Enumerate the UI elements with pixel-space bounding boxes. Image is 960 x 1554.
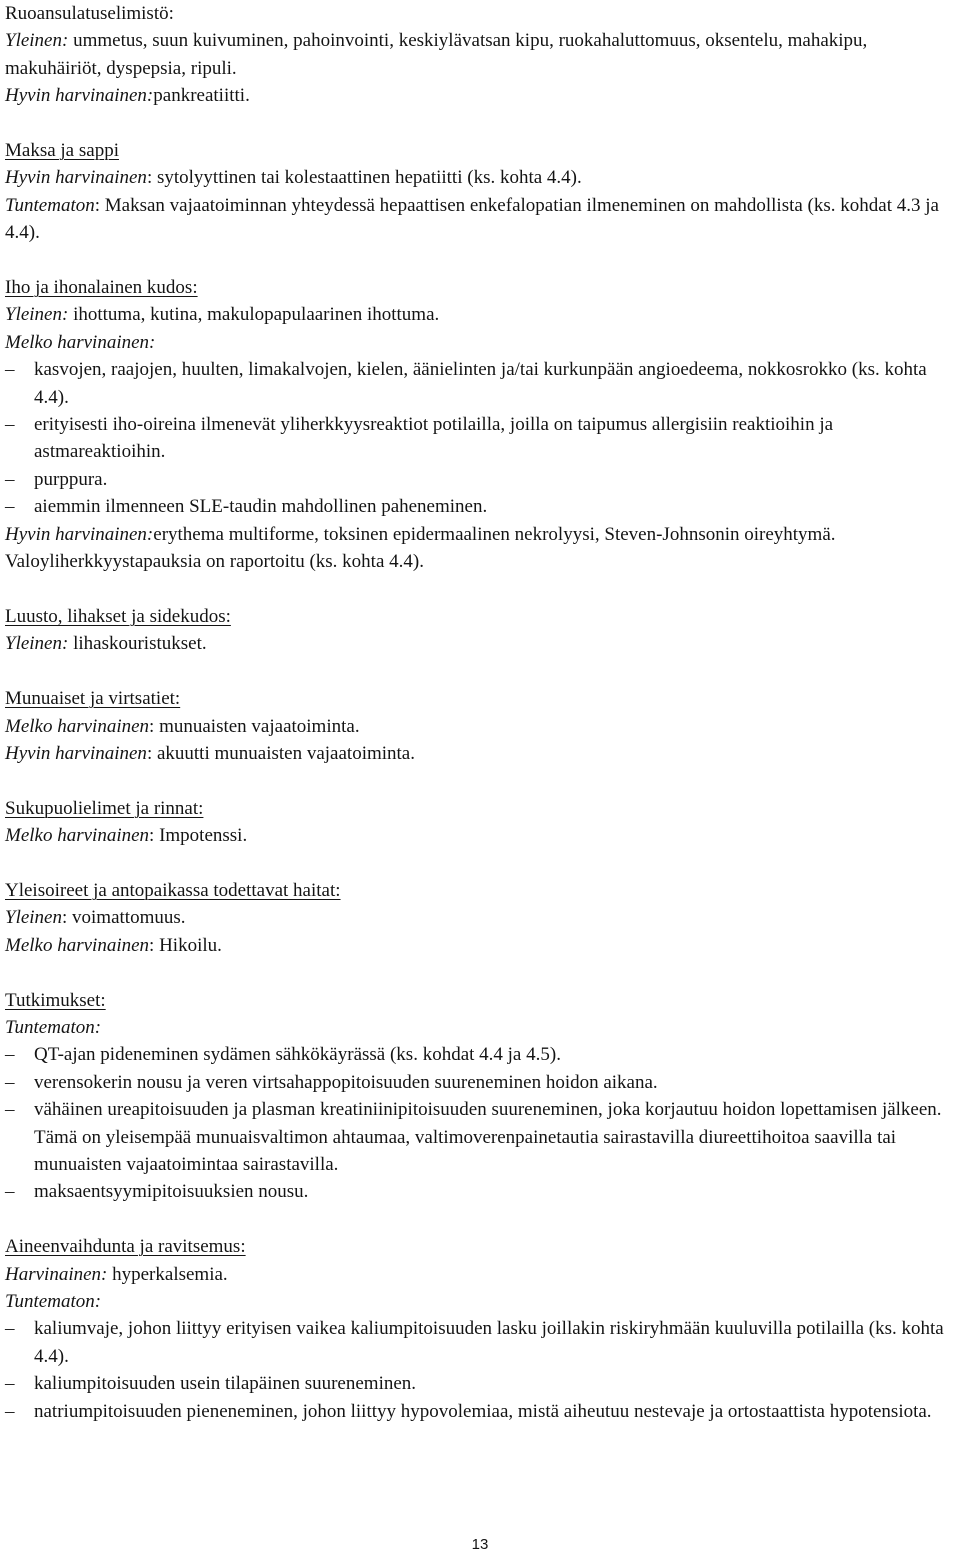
- bullet-list: [5, 1315, 950, 1425]
- paragraph-text: lihaskouristukset.: [68, 633, 207, 655]
- section-heading: Sukupuolielimet ja rinnat:: [5, 797, 204, 819]
- paragraph-text: : Hikoilu.: [149, 934, 222, 956]
- frequency-label: Tuntematon: [5, 194, 95, 216]
- paragraph: [5, 164, 950, 191]
- dash-marker: –: [5, 1318, 15, 1340]
- document-page: [5, 0, 950, 1425]
- frequency-label: Yleinen:: [5, 304, 69, 326]
- paragraph-text: : voimattomuus.: [62, 907, 186, 929]
- section-musculoskeletal: [5, 603, 950, 658]
- list-item: [5, 1069, 950, 1096]
- list-item: [5, 493, 950, 520]
- section-heading: Tutkimukset:: [5, 989, 106, 1011]
- section-heading: Munuaiset ja virtsatiet:: [5, 688, 181, 710]
- section-metabolism: [5, 1233, 950, 1425]
- paragraph-text: ummetus, suun kuivuminen, pahoinvointi, keskiylävatsan kipu, ruokahaluttomuus, oksentelu, mahakipu, makuhäiriöt, dyspepsia, ripuli.: [5, 30, 868, 79]
- paragraph: [5, 192, 950, 247]
- list-item-text: natriumpitoisuuden pieneneminen, johon liittyy hypovolemiaa, mistä aiheutuu nestevaje ja ortostaattista hypotensiota.: [34, 1400, 932, 1422]
- list-item-text: QT-ajan pideneminen sydämen sähkökäyrässä (ks. kohdat 4.4 ja 4.5).: [34, 1044, 561, 1066]
- paragraph: [5, 822, 950, 849]
- paragraph: [5, 630, 950, 657]
- frequency-label: Harvinainen:: [5, 1263, 108, 1285]
- list-item-text: aiemmin ilmenneen SLE-taudin mahdollinen paheneminen.: [34, 496, 488, 518]
- frequency-label: Melko harvinainen: [5, 825, 150, 847]
- frequency-label: Yleinen: [5, 907, 62, 929]
- paragraph-text: ihottuma, kutina, makulopapulaarinen ihottuma.: [68, 304, 440, 326]
- list-item-text: vähäinen ureapitoisuuden ja plasman kreatiniinipitoisuuden suureneminen, joka korjautuu hoidon lopettamisen jälkeen. Tämä on yleisempää munuaisvaltimon ahtaumaa, valtimoverenpainetautia sairastavilla diureettihoitoa saavilla tai munuaisten vajaatoimintaa sairastavilla.: [34, 1099, 942, 1175]
- list-item: [5, 466, 950, 493]
- frequency-label: Melko harvinainen: [5, 715, 150, 737]
- section-general: [5, 877, 950, 959]
- paragraph-text: : akuutti munuaisten vajaatoiminta.: [146, 742, 415, 764]
- dash-marker: –: [5, 1373, 15, 1395]
- section-reproductive: [5, 795, 950, 850]
- list-item: [5, 1178, 950, 1205]
- list-item-text: kaliumpitoisuuden usein tilapäinen suureneminen.: [34, 1373, 417, 1395]
- section-investigations: [5, 987, 950, 1206]
- paragraph-text: : munuaisten vajaatoiminta.: [149, 715, 360, 737]
- paragraph-text: erythema multiforme, toksinen epidermaalinen nekrolyysi, Steven-Johnsonin oireyhtymä.: [153, 523, 836, 545]
- dash-marker: –: [5, 1400, 15, 1422]
- section-heading: Ruoansulatuselimistö:: [5, 3, 174, 24]
- paragraph-text: : Impotenssi.: [149, 825, 248, 847]
- bullet-list: [5, 356, 950, 520]
- dash-marker: –: [5, 1181, 15, 1203]
- section-skin: [5, 274, 950, 575]
- list-item: [5, 1315, 950, 1370]
- dash-marker: –: [5, 1044, 15, 1066]
- dash-marker: –: [5, 1071, 15, 1093]
- list-item-text: kasvojen, raajojen, huulten, limakalvojen, kielen, äänielinten ja/tai kurkunpään angioedeema, nokkosrokko (ks. kohta 4.4).: [34, 359, 927, 408]
- paragraph-text: : Maksan vajaatoiminnan yhteydessä hepaattisen enkefalopatian ilmeneminen on mahdollista (ks. kohdat 4.3 ja 4.4).: [5, 194, 939, 244]
- list-item: [5, 1041, 950, 1068]
- list-item-text: maksaentsyymipitoisuuksien nousu.: [34, 1181, 309, 1203]
- list-item-text: kaliumvaje, johon liittyy erityisen vaikea kaliumpitoisuuden lasku joillakin riskiryhmään kuuluvilla potilailla (ks. kohta 4.4).: [34, 1318, 944, 1367]
- frequency-label: Yleinen:: [5, 30, 69, 52]
- section-liver: [5, 137, 950, 247]
- frequency-label: Hyvin harvinainen: [5, 167, 147, 189]
- paragraph: [5, 521, 950, 548]
- frequency-label: Tuntematon:: [5, 1016, 102, 1038]
- dash-marker: –: [5, 359, 15, 381]
- list-item-text: verensokerin nousu ja veren virtsahappopitoisuuden suureneminen hoidon aikana.: [34, 1071, 658, 1093]
- paragraph: [5, 27, 950, 82]
- list-item-text: purppura.: [34, 468, 108, 490]
- list-item: [5, 1370, 950, 1397]
- frequency-label: Hyvin harvinainen: [5, 742, 147, 764]
- section-heading: Yleisoireet ja antopaikassa todettavat haitat:: [5, 879, 341, 901]
- page-number: 13: [471, 1536, 489, 1553]
- dash-marker: –: [5, 414, 15, 436]
- paragraph-text: pankreatiitti.: [153, 85, 250, 107]
- paragraph-text: hyperkalsemia.: [107, 1263, 228, 1285]
- frequency-label: Tuntematon:: [5, 1290, 102, 1312]
- dash-marker: –: [5, 1099, 15, 1121]
- paragraph: [5, 740, 950, 767]
- section-heading: Maksa ja sappi: [5, 140, 119, 162]
- list-item: [5, 1096, 950, 1178]
- bullet-list: [5, 1041, 950, 1205]
- section-renal: [5, 685, 950, 767]
- frequency-label: Melko harvinainen: [5, 934, 150, 956]
- frequency-label: Yleinen:: [5, 633, 69, 655]
- paragraph: Valoyliherkkyystapauksia on raportoitu (ks. kohta 4.4).: [5, 551, 424, 573]
- frequency-label: Hyvin harvinainen:: [5, 85, 154, 107]
- section-digestive: [5, 0, 950, 110]
- section-heading: Luusto, lihakset ja sidekudos:: [5, 605, 231, 627]
- list-item: [5, 1398, 950, 1425]
- list-item: [5, 356, 950, 411]
- dash-marker: –: [5, 468, 15, 490]
- frequency-label: Melko harvinainen:: [5, 331, 156, 353]
- section-heading: Iho ja ihonalainen kudos:: [5, 277, 198, 299]
- paragraph: [5, 1261, 950, 1288]
- paragraph-text: : sytolyyttinen tai kolestaattinen hepatiitti (ks. kohta 4.4).: [146, 167, 582, 189]
- paragraph: [5, 82, 950, 109]
- list-item: [5, 411, 950, 466]
- paragraph: [5, 904, 950, 931]
- paragraph: [5, 713, 950, 740]
- frequency-label: Hyvin harvinainen:: [5, 523, 154, 545]
- list-item-text: erityisesti iho-oireina ilmenevät yliherkkyysreaktiot potilailla, joilla on taipumus allergisiin reaktioihin ja astmareaktioihin.: [34, 414, 834, 463]
- paragraph: [5, 301, 950, 328]
- section-heading: Aineenvaihdunta ja ravitsemus:: [5, 1236, 246, 1258]
- dash-marker: –: [5, 496, 15, 518]
- paragraph: [5, 932, 950, 959]
